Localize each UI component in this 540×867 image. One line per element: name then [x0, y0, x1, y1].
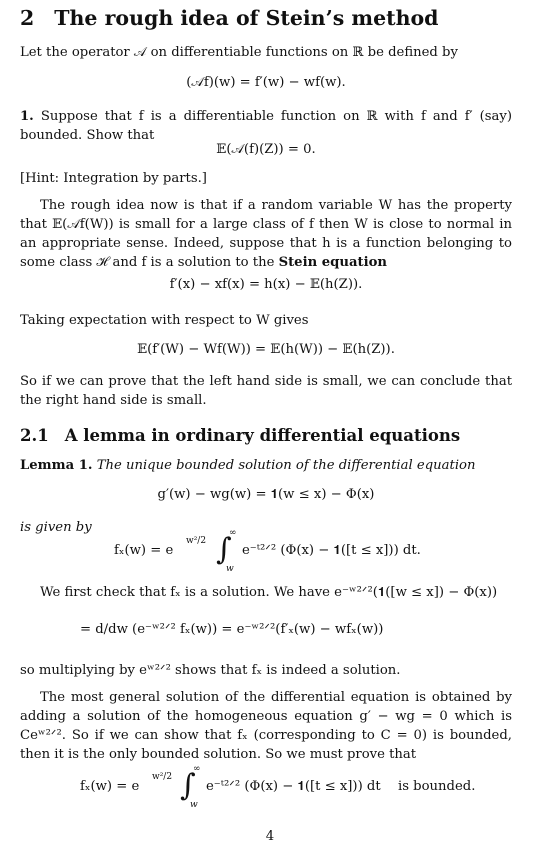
final-integral-lower: w [190, 800, 198, 810]
conclusion-paragraph: So if we can prove that the left hand side is small, we can conclude that the right hand side is small. [20, 374, 512, 408]
solution-lhs: fₓ(w) = e [114, 543, 174, 558]
lemma-statement [20, 456, 512, 475]
solution-formula [114, 530, 454, 574]
solution-integrand: e⁻ᵗ²ᐟ² (Φ(x) − 𝟏([t ≤ x])) dt. [242, 543, 421, 558]
intro-paragraph: Let the operator 𝒜 on differentiable functions on ℝ be defined by [20, 45, 458, 60]
integral-lower-limit: w [226, 564, 234, 574]
multiplying-paragraph: so multiplying by eʷ²ᐟ² shows that fₓ is indeed a solution. [20, 663, 401, 678]
derivative-equation: = d/dw (e⁻ʷ²ᐟ² fₓ(w)) = e⁻ʷ²ᐟ²(f′ₓ(w) − wfₓ(w)) [80, 622, 384, 637]
lemma-equation: g′(w) − wg(w) = 𝟏(w ≤ x) − Φ(x) [157, 487, 375, 502]
given-by-text: is given by [20, 520, 92, 535]
integral-sign: ∫ [216, 532, 232, 567]
exercise-equation: 𝔼(𝒜(f)(Z)) = 0. [216, 142, 316, 157]
final-integral-sign: ∫ [180, 768, 196, 803]
stein-equation: f′(x) − xf(x) = h(x) − 𝔼(h(Z)). [169, 277, 363, 292]
final-lhs: fₓ(w) = e [80, 779, 140, 794]
boundedness-formula [80, 765, 500, 809]
section-heading [20, 6, 439, 30]
page-number: 4 [265, 829, 275, 844]
lemma-text: The unique bounded solution of the differential equation [96, 458, 476, 473]
rough-idea-paragraph [20, 196, 512, 272]
check-paragraph: We first check that fₓ is a solution. We have e⁻ʷ²ᐟ²(𝟏([w ≤ x]) − Φ(x)) [40, 585, 498, 600]
general-solution-paragraph: The most general solution of the differential equation is obtained by adding a solution of the homogeneous equation g′ − wg = 0 which is Ceʷ²ᐟ². So if we can show that fₓ (corresponding to C = 0) is bounded, then it is the only bounded solution. So we must prove that [20, 690, 512, 762]
final-integral-upper: ∞ [193, 764, 201, 774]
solution-exponent: w²/2 [186, 536, 207, 546]
rough-idea-text: The rough idea now is that if a random variable W has the property that 𝔼(𝒜f(W)) is small for a large class of f then W is close to normal in an appropriate sense. Indeed, suppose that h is a function belonging to some class ℋ and f is a solution to the [20, 198, 512, 270]
section-number: 2 [20, 6, 35, 30]
expectation-equation: 𝔼(f′(W) − Wf(W)) = 𝔼(h(W)) − 𝔼(h(Z)). [137, 342, 395, 357]
final-suffix: is bounded. [398, 779, 476, 794]
stein-equation-term: Stein equation [278, 255, 387, 270]
final-integrand: e⁻ᵗ²ᐟ² (Φ(x) − 𝟏([t ≤ x])) dt [206, 779, 381, 794]
integral-upper-limit: ∞ [229, 528, 237, 538]
lemma-label: Lemma 1. [20, 458, 93, 473]
exercise-number: 1. [20, 109, 34, 124]
subsection-number: 2.1 [20, 426, 49, 445]
exercise-text: Suppose that f is a differentiable function on ℝ with f and f′ (say) bounded. Show that [20, 109, 512, 143]
section-title: The rough idea of Stein’s method [54, 6, 439, 30]
subsection-heading [20, 426, 460, 445]
hint-text: [Hint: Integration by parts.] [20, 171, 207, 186]
final-exponent: w²/2 [152, 772, 173, 782]
operator-equation: (𝒜f)(w) = f′(w) − wf(w). [186, 75, 346, 90]
expectation-paragraph: Taking expectation with respect to W gives [20, 313, 309, 328]
exercise-paragraph [20, 107, 512, 145]
subsection-title: A lemma in ordinary differential equations [64, 426, 461, 445]
